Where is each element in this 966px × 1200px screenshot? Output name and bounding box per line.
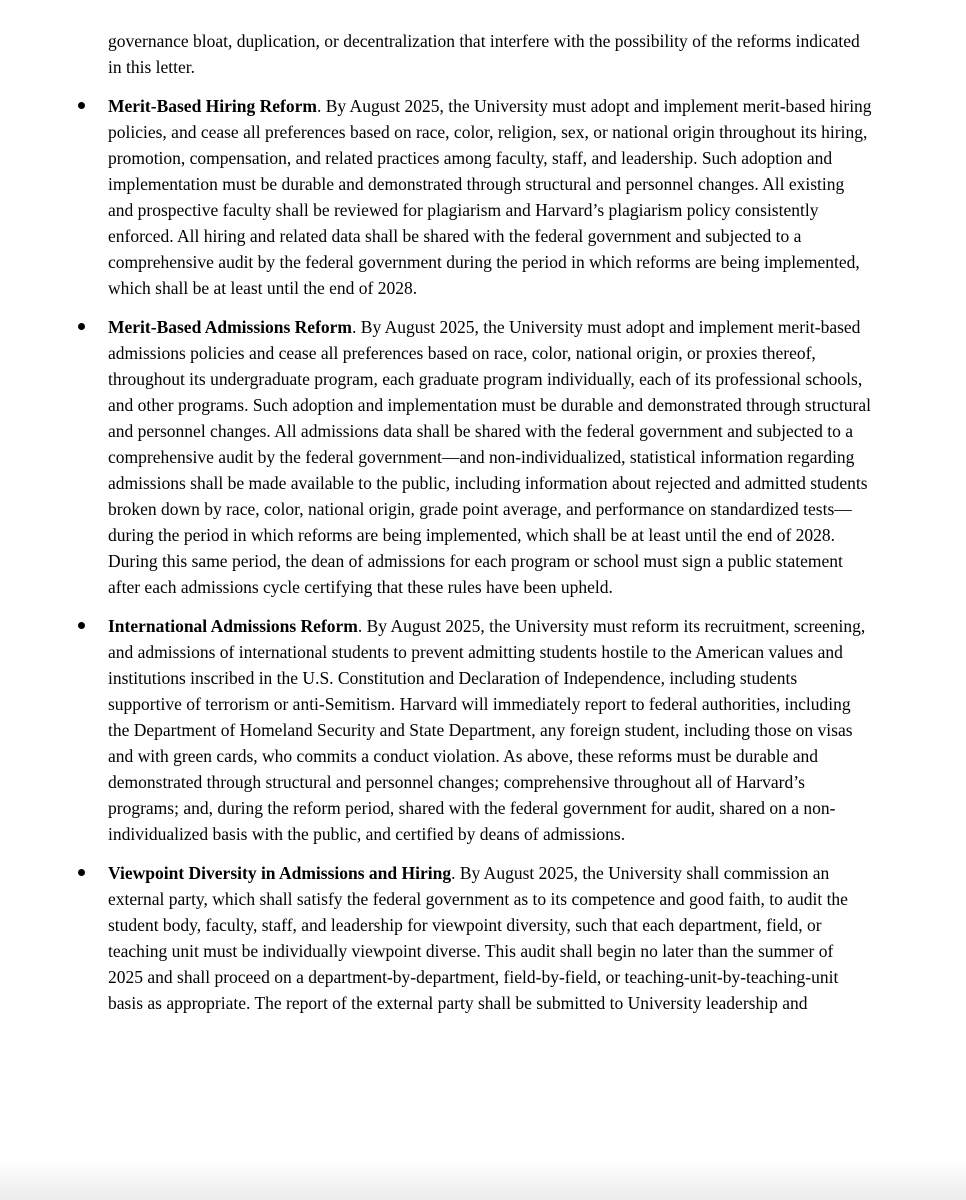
bullet-item-merit-hiring xyxy=(108,93,872,301)
bullet-icon xyxy=(78,102,85,109)
bullet-title: Merit-Based Hiring Reform xyxy=(108,96,317,116)
bullet-body: . By August 2025, the University must adopt and implement merit-based admissions policies and cease all preferences based on race, color, national origin, or proxies thereof, throughout its undergraduate program, each graduate program individually, each of its professional schools, and other programs. Such adoption and implementation must be durable and demonstrated through structural and personnel changes. All admissions data shall be shared with the federal government and subjected to a comprehensive audit by the federal government—and non-individualized, statistical information regarding admissions shall be made available to the public, including information about rejected and admitted students broken down by race, color, national origin, grade point average, and performance on standardized tests—during the period in which reforms are being implemented, which shall be at least until the end of 2028. During this same period, the dean of admissions for each program or school must sign a public statement after each admissions cycle certifying that these rules have been upheld. xyxy=(108,317,872,597)
continuation-paragraph: governance bloat, duplication, or decentralization that interfere with the possibility of the reforms indicated in this letter. xyxy=(108,31,860,77)
bullet-icon xyxy=(78,323,85,330)
bullet-body: . By August 2025, the University shall commission an external party, which shall satisfy the federal government as to its competence and good faith, to audit the student body, faculty, staff, and leadership for viewpoint diversity, such that each department, field, or teaching unit must be individually viewpoint diverse. This audit shall begin no later than the summer of 2025 and shall proceed on a department-by-department, field-by-field, or teaching-unit-by-teaching-unit basis as appropriate. The report of the external party shall be submitted to University leadership and xyxy=(108,863,848,1013)
bullet-body: . By August 2025, the University must reform its recruitment, screening, and admissions of international students to prevent admitting students hostile to the American values and institutions inscribed in the U.S. Constitution and Declaration of Independence, including students supportive of terrorism or anti-Semitism. Harvard will immediately report to federal authorities, including the Department of Homeland Security and State Department, any foreign student, including those on visas and with green cards, who commits a conduct violation. As above, these reforms must be durable and demonstrated through structural and personnel changes; comprehensive throughout all of Harvard’s programs; and, during the reform period, shared with the federal government for audit, shared on a non-individualized basis with the public, and certified by deans of admissions. xyxy=(108,616,866,844)
page-content xyxy=(108,28,872,1016)
bullet-item-viewpoint-diversity xyxy=(108,860,872,1016)
bullet-icon xyxy=(78,869,85,876)
bullet-title: Viewpoint Diversity in Admissions and Hiring xyxy=(108,863,452,883)
bullet-title: Merit-Based Admissions Reform xyxy=(108,317,353,337)
bullet-icon xyxy=(78,622,85,629)
bullet-title: International Admissions Reform xyxy=(108,616,358,636)
bullet-item-merit-admissions xyxy=(108,314,872,600)
bullet-item-international-admissions xyxy=(108,613,872,847)
bullet-body: . By August 2025, the University must adopt and implement merit-based hiring policies, and cease all preferences based on race, color, religion, sex, or national origin throughout its hiring, promotion, compensation, and related practices among faculty, staff, and leadership. Such adoption and implementation must be durable and demonstrated through structural and personnel changes. All existing and prospective faculty shall be reviewed for plagiarism and Harvard’s plagiarism policy consistently enforced. All hiring and related data shall be shared with the federal government and subjected to a comprehensive audit by the federal government during the period in which reforms are being implemented, which shall be at least until the end of 2028. xyxy=(108,96,872,298)
demands-list xyxy=(108,93,872,1016)
